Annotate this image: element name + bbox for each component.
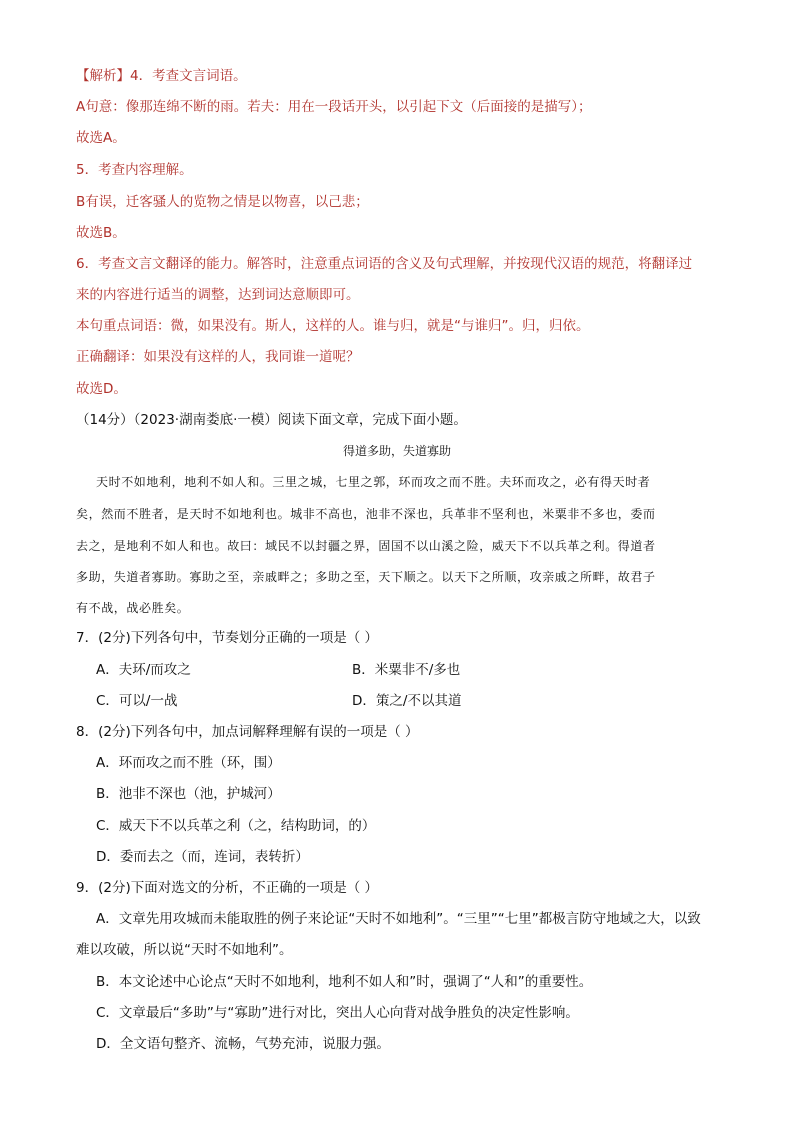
analysis-line: 本句重点词语：微，如果没有。斯人，这样的人。谁与归，就是“与谁归”。归，归依。 — [76, 318, 590, 334]
option-a: A．文章先用攻城而未能取胜的例子来论证“天时不如地利”。“三里”“七里”都极言防守地域之大，以致 — [96, 911, 701, 927]
analysis-line: 故选D。 — [76, 381, 127, 397]
option-d: D．全文语句整齐、流畅，气势充沛，说服力强。 — [96, 1036, 390, 1052]
option-c: C．威天下不以兵革之利（之，结构助词，的） — [96, 818, 376, 834]
question-stem: 9．(2分)下面对选文的分析，不正确的一项是（ ） — [76, 880, 379, 896]
option-c: C．文章最后“多助”与“寡助”进行对比，突出人心向背对战争胜负的决定性影响。 — [96, 1005, 579, 1021]
question-stem: 8．(2分)下列各句中，加点词解释理解有误的一项是（ ） — [76, 724, 419, 740]
analysis-line: A句意：像那连绵不断的雨。若夫：用在一段话开头，以引起下文（后面接的是描写）； — [76, 99, 592, 115]
option-b: B．池非不深也（池，护城河） — [96, 786, 281, 802]
option-a: A．夫环/而攻之 — [96, 662, 191, 678]
option-d: D．策之/不以其道 — [352, 693, 462, 709]
passage-title: 得道多助，失道寡助 — [342, 444, 451, 458]
option-b: B．米粟非不/多也 — [352, 662, 461, 678]
option-a-cont: 难以攻破，所以说“天时不如地利”。 — [76, 942, 293, 958]
passage-line: 去之，是地利不如人和也。故曰：域民不以封疆之界，固国不以山溪之险，威天下不以兵革之利。得道者 — [76, 539, 656, 553]
passage-line: 天时不如地利，地利不如人和。三里之城，七里之郭，环而攻之而不胜。夫环而攻之，必有得天时者 — [96, 475, 651, 489]
question-stem: 7．(2分)下列各句中，节奏划分正确的一项是（ ） — [76, 630, 379, 646]
analysis-line: B有误，迁客骚人的览物之情是以物喜，以己悲； — [76, 194, 369, 210]
analysis-line: 正确翻译：如果没有这样的人，我同谁一道呢？ — [76, 349, 360, 365]
passage-line: 有不战，战必胜矣。 — [76, 601, 190, 615]
analysis-line: 故选B。 — [76, 225, 126, 241]
option-a: A．环而攻之而不胜（环，围） — [96, 755, 281, 771]
passage-line: 矣，然而不胜者，是天时不如地利也。城非不高也，池非不深也，兵革非不坚利也，米粟非不多也，委而 — [76, 507, 656, 521]
passage-intro: （14分）（2023·湖南娄底·一模）阅读下面文章，完成下面小题。 — [76, 412, 467, 428]
option-c: C．可以/一战 — [96, 693, 178, 709]
analysis-line: 来的内容进行适当的调整，达到词达意顺即可。 — [76, 287, 360, 303]
analysis-line: 故选A。 — [76, 130, 126, 146]
analysis-line: 5．考查内容理解。 — [76, 162, 193, 178]
option-d: D．委而去之（而，连词，表转折） — [96, 849, 309, 865]
passage-line: 多助，失道者寡助。寡助之至，亲戚畔之；多助之至，天下顺之。以天下之所顺，攻亲戚之所畔，故君子 — [76, 570, 656, 584]
analysis-heading: 【解析】4．考查文言词语。 — [76, 68, 247, 84]
analysis-line: 6．考查文言文翻译的能力。解答时，注意重点词语的含义及句式理解，并按现代汉语的规范，将翻译过 — [76, 256, 693, 272]
option-b: B．本文论述中心论点“天时不如地利，地利不如人和”时，强调了“人和”的重要性。 — [96, 974, 593, 990]
